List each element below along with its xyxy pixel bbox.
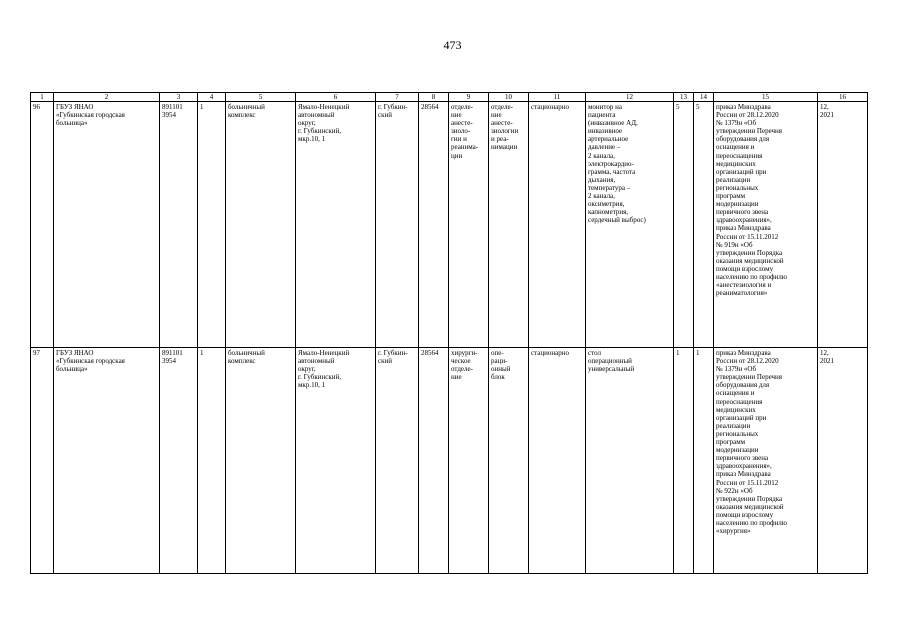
header-cell: 13 [674, 93, 694, 102]
equipment-table [30, 92, 868, 574]
cell-equipment: стол операционный универсальный [586, 348, 674, 574]
cell-organization: ГБУЗ ЯНАО «Губкинская городская больница» [54, 102, 160, 348]
cell-quantity-planned: 1 [694, 348, 714, 574]
cell-number: 96 [31, 102, 54, 348]
cell-regulation: приказ Минздрава России от 28.12.2020 № 1379н «Об утверждении Перечня оборудования для оснащения и переоснащения медицинских организаций при реализации региональных программ модернизации первичного звена здравоохранения», приказ Минздрава России от 15.11.2012 № 919н «Об утверждении Порядка оказания медицинской помощи взрослому населению по профилю «анестезиология и реаниматология» [714, 102, 818, 348]
header-cell: 11 [529, 93, 586, 102]
header-cell: 8 [419, 93, 449, 102]
cell-facility-type: больничный комплекс [226, 348, 296, 574]
cell-address: Ямало-Ненецкий автономный округ, г. Губкинский, мкр.10, 1 [296, 348, 376, 574]
cell-deadline: 12, 2021 [818, 102, 868, 348]
cell-inn: 891101 3954 [160, 348, 198, 574]
header-cell: 7 [376, 93, 419, 102]
header-cell: 14 [694, 93, 714, 102]
header-cell: 16 [818, 93, 868, 102]
cell-quantity-planned: 5 [694, 102, 714, 348]
cell-equipment: монитор на пациента (инвазивное АД, инвазивное артериальное давление – 2 канала, электрокардио- грамма, частота дыхания, температура – 2 канала, оксиметрия, капнометрия, сердечный выброс) [586, 102, 674, 348]
cell-city: г. Губкин- ский [376, 348, 419, 574]
header-cell: 9 [449, 93, 489, 102]
cell-col4: 1 [198, 348, 226, 574]
cell-col4: 1 [198, 102, 226, 348]
header-cell: 12 [586, 93, 674, 102]
header-cell: 3 [160, 93, 198, 102]
cell-department: хирурги- ческое отделе- ние [449, 348, 489, 574]
table-header-row [31, 93, 868, 102]
header-cell: 6 [296, 93, 376, 102]
page-number: 473 [443, 38, 462, 52]
table-row [31, 348, 868, 574]
header-cell: 1 [31, 93, 54, 102]
cell-quantity-required: 5 [674, 102, 694, 348]
cell-facility-type: больничный комплекс [226, 102, 296, 348]
header-cell: 10 [489, 93, 529, 102]
cell-regulation: приказ Минздрава России от 28.12.2020 № 1379н «Об утверждении Перечня оборудования для оснащения и переоснащения медицинских организаций при реализации региональных программ модернизации первичного звена здравоохранения», приказ Минздрава России от 15.11.2012 № 922н «Об утверждении Порядка оказания медицинской помощи взрослому населению по профилю «хирургия» [714, 348, 818, 574]
cell-care-form: стационарно [529, 102, 586, 348]
cell-code: 28564 [419, 348, 449, 574]
cell-subdivision: отделе- ние анесте- зиологии и реа- нимации [489, 102, 529, 348]
cell-address: Ямало-Ненецкий автономный округ, г. Губкинский, мкр.10, 1 [296, 102, 376, 348]
cell-code: 28564 [419, 102, 449, 348]
cell-city: г. Губкин- ский [376, 102, 419, 348]
header-cell: 4 [198, 93, 226, 102]
header-cell: 2 [54, 93, 160, 102]
cell-number: 97 [31, 348, 54, 574]
cell-organization: ГБУЗ ЯНАО «Губкинская городская больница» [54, 348, 160, 574]
header-cell: 15 [714, 93, 818, 102]
cell-inn: 891101 3954 [160, 102, 198, 348]
table-row [31, 102, 868, 348]
cell-deadline: 12, 2021 [818, 348, 868, 574]
cell-quantity-required: 1 [674, 348, 694, 574]
cell-care-form: стационарно [529, 348, 586, 574]
cell-subdivision: опе- раци- онный блок [489, 348, 529, 574]
cell-department: отделе- ние анесте- зиоло- гии и реанима- ции [449, 102, 489, 348]
header-cell: 5 [226, 93, 296, 102]
